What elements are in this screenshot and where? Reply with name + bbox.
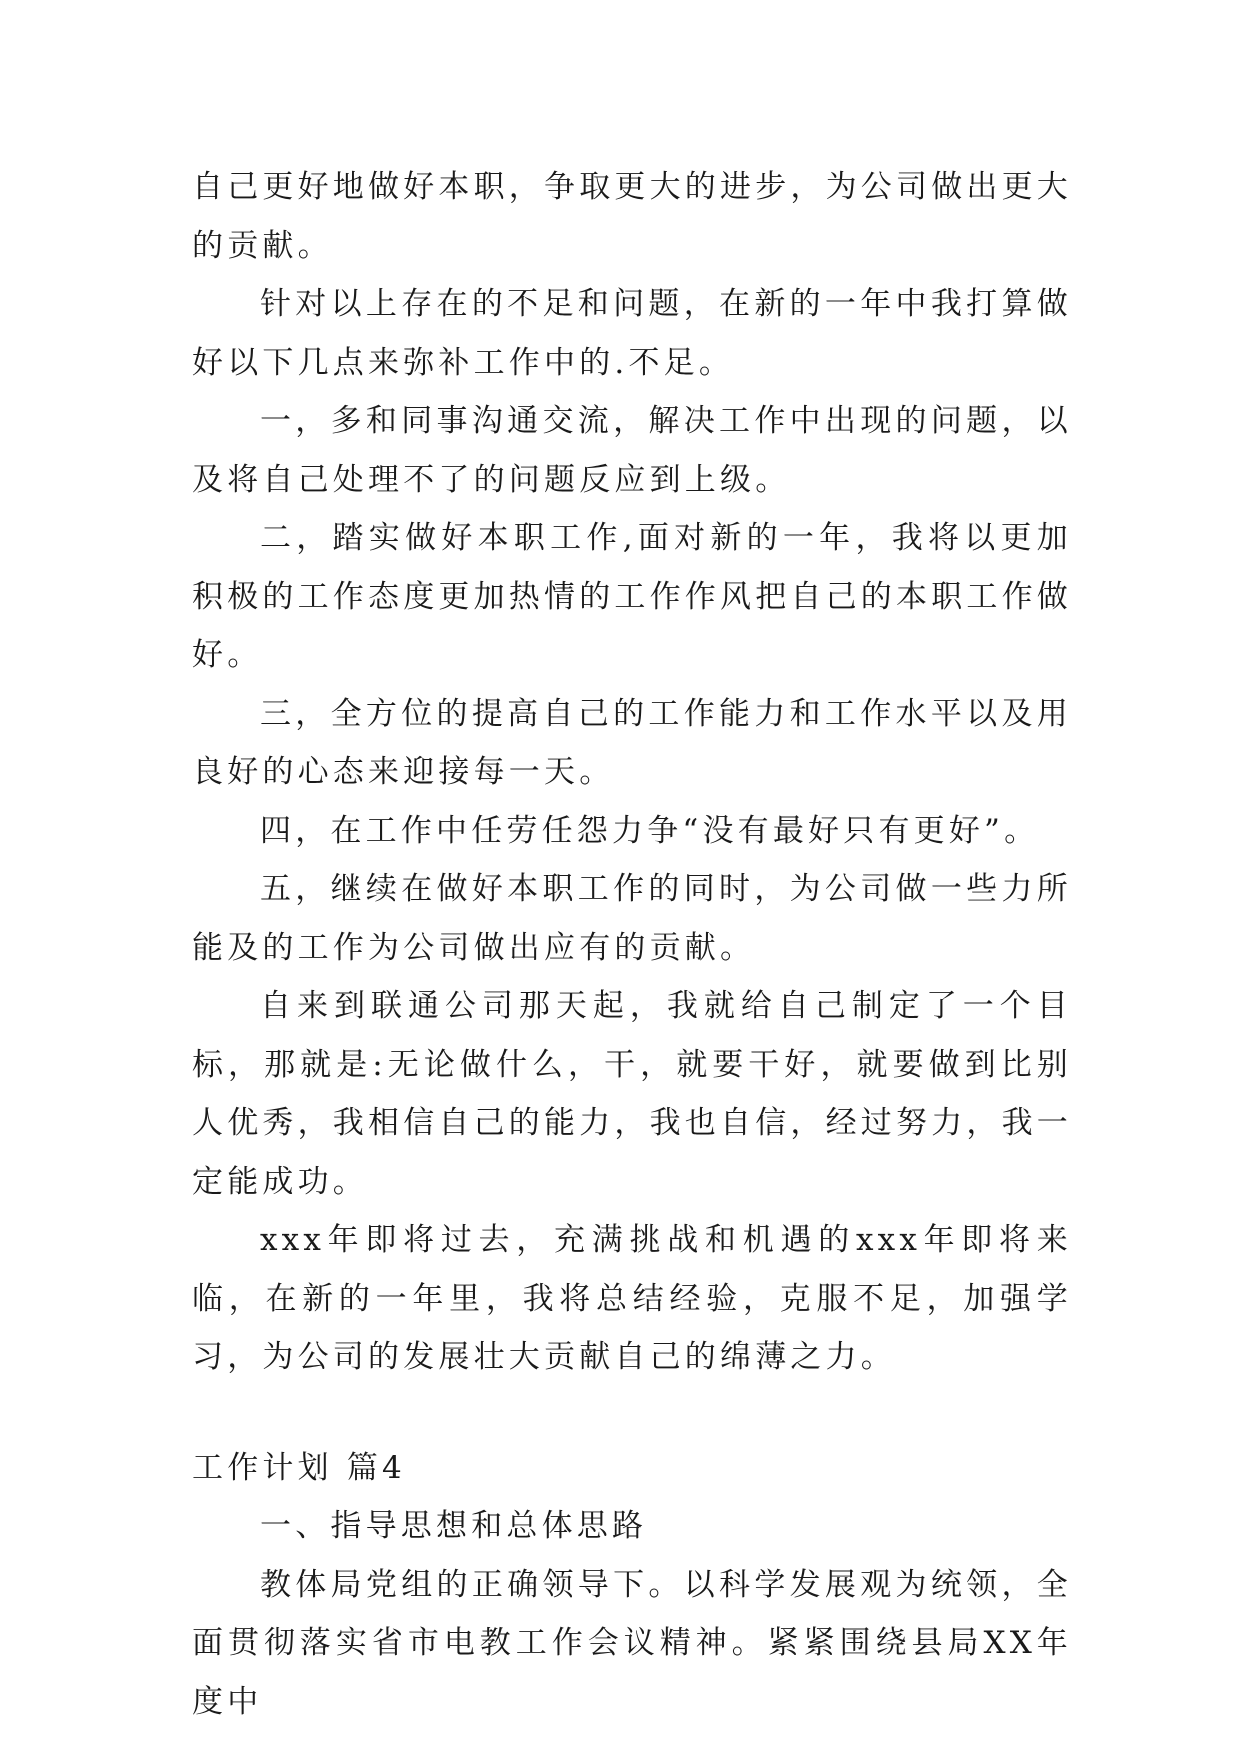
document-body [192, 158, 1072, 1731]
paragraph-2: 针对以上存在的不足和问题，在新的一年中我打算做好以下几点来弥补工作中的.不足。 [192, 286, 1072, 381]
paragraph-4: 二，踏实做好本职工作,面对新的一年，我将以更加积极的工作态度更加热情的工作作风把自己的本职工作做好。 [192, 520, 1072, 673]
paragraph-1: 自己更好地做好本职，争取更大的进步，为公司做出更大的贡献。 [192, 169, 1072, 264]
paragraph-3: 一，多和同事沟通交流，解决工作中出现的问题，以及将自己处理不了的问题反应到上级。 [192, 403, 1072, 498]
paragraph-9: xxx年即将过去，充满挑战和机遇的xxx年即将来临，在新的一年里，我将总结经验，克服不足，加强学习，为公司的发展壮大贡献自己的绵薄之力。 [192, 1222, 1072, 1375]
section-subheading: 一、指导思想和总体思路 [260, 1508, 648, 1544]
paragraph-8: 自来到联通公司那天起，我就给自己制定了一个目标，那就是:无论做什么，干，就要干好，就要做到比别人优秀，我相信自己的能力，我也自信，经过努力，我一定能成功。 [192, 988, 1072, 1200]
paragraph-5: 三，全方位的提高自己的工作能力和工作水平以及用良好的心态来迎接每一天。 [192, 695, 1072, 790]
section-heading: 工作计划 篇4 [192, 1449, 406, 1486]
paragraph-7: 五，继续在做好本职工作的同时，为公司做一些力所能及的工作为公司做出应有的贡献。 [192, 871, 1072, 966]
paragraph-6: 四，在工作中任劳任怨力争“没有最好只有更好”。 [260, 812, 1040, 849]
paragraph-10: 教体局党组的正确领导下。以科学发展观为统领，全面贯彻落实省市电教工作会议精神。紧紧围绕县局XX年度中 [192, 1566, 1072, 1720]
